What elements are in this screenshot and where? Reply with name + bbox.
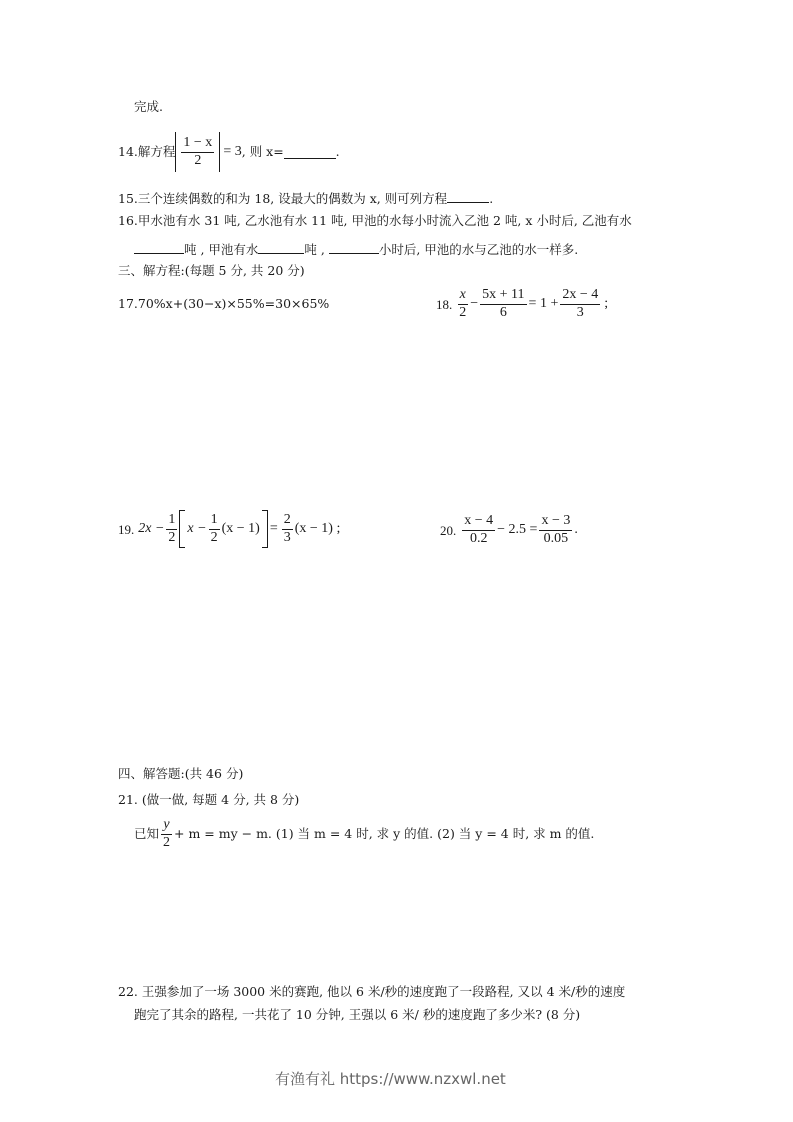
numerator: 1 xyxy=(209,513,220,530)
fraction-1 xyxy=(457,288,468,320)
fraction-two-thirds xyxy=(282,513,293,545)
question-15 xyxy=(118,190,493,206)
equals-one-plus: = 1 + xyxy=(528,296,559,312)
question-22-line-1: 22. 王强参加了一场 3000 米的赛跑, 他以 6 米/秒的速度跑了一段路程, 又以 4 米/秒的速度 xyxy=(118,984,626,999)
fraction-2 xyxy=(480,288,526,320)
denominator: 0.2 xyxy=(469,530,488,546)
numerator: 1 − x xyxy=(181,136,214,153)
period: . xyxy=(335,143,340,159)
q16-part-a: 吨 , 甲池有水 xyxy=(184,242,259,257)
q18-number: 18. xyxy=(436,296,453,312)
q17-number: 17. xyxy=(118,296,138,311)
answer-blank-3[interactable] xyxy=(329,241,379,254)
q21-text: + m = my − m. (1) 当 m = 4 时, 求 y 的值. (2) 当 y = 4 时, 求 m 的值. xyxy=(174,825,595,841)
period: . xyxy=(489,191,494,206)
numerator: 2x − 4 xyxy=(560,288,600,305)
numerator: x − 3 xyxy=(539,514,572,531)
denominator: 6 xyxy=(499,304,507,320)
denominator: 0.05 xyxy=(543,530,569,546)
q16-part-b: 吨 , xyxy=(304,242,325,257)
question-21-header: 21. (做一做, 每题 4 分, 共 8 分) xyxy=(118,792,300,807)
q20-mid: − 2.5 = xyxy=(497,522,538,538)
q19-number: 19. xyxy=(118,521,135,537)
q16-number: 16. xyxy=(118,213,138,228)
fraction-3 xyxy=(560,288,600,320)
denominator: 2 xyxy=(168,529,176,545)
q15-number: 15. xyxy=(118,191,138,206)
equals: = xyxy=(269,521,278,536)
inner-x: x − xyxy=(187,521,207,536)
q20-number: 20. xyxy=(440,522,457,538)
answer-blank-1[interactable] xyxy=(134,241,184,254)
q16-part-c: 小时后, 甲池的水与乙池的水一样多. xyxy=(378,242,579,257)
numerator: 1 xyxy=(166,513,177,530)
question-22-line-2: 跑完了其余的路程, 一共花了 10 分钟, 王强以 6 米/ 秒的速度跑了多少米? (8 分) xyxy=(134,1007,581,1022)
denominator: 3 xyxy=(576,304,584,320)
question-19 xyxy=(118,510,340,548)
denominator: 2 xyxy=(210,529,218,545)
numerator: 5x + 11 xyxy=(480,288,526,305)
q17-equation: 70%x+(30−x)×55%=30×65% xyxy=(137,296,330,311)
denominator: 2 xyxy=(459,304,467,320)
denominator: 3 xyxy=(283,529,291,545)
absolute-value xyxy=(175,132,220,172)
q14-number: 14. xyxy=(118,143,138,159)
q19-lead: 2x − xyxy=(138,521,165,536)
section-4-heading: 四、解答题:(共 46 分) xyxy=(118,766,244,781)
numerator: y xyxy=(163,817,170,832)
q14-text: 解方程 xyxy=(137,143,176,159)
q16-text: 甲水池有水 31 吨, 乙水池有水 11 吨, 甲池的水每小时流入乙池 2 吨, x 小时后, 乙池有水 xyxy=(137,213,632,228)
footer-watermark: 有渔有礼 https://www.nzxwl.net xyxy=(275,1070,506,1088)
numerator: x xyxy=(458,288,468,305)
question-18 xyxy=(436,288,608,320)
answer-blank[interactable] xyxy=(447,190,489,203)
section-3-heading: 三、解方程:(每题 5 分, 共 20 分) xyxy=(118,263,305,278)
q21-lead: 已知 xyxy=(134,825,160,841)
answer-blank-2[interactable] xyxy=(258,241,304,254)
question-16-line-2 xyxy=(134,241,578,257)
q15-text: 三个连续偶数的和为 18, 设最大的偶数为 x, 则可列方程 xyxy=(137,191,448,206)
fraction-2 xyxy=(539,514,572,546)
answer-blank[interactable] xyxy=(284,146,336,159)
question-17 xyxy=(118,298,329,311)
minus: − xyxy=(470,296,479,312)
continuation-text: 完成. xyxy=(134,99,163,114)
numerator: x − 4 xyxy=(462,514,495,531)
fraction-half-inner xyxy=(209,513,220,545)
denominator: 2 xyxy=(163,834,171,850)
question-14 xyxy=(118,132,340,172)
rhs: = 3 xyxy=(223,144,242,159)
period: . xyxy=(574,522,578,538)
question-20 xyxy=(440,514,578,546)
denominator: 2 xyxy=(194,152,202,168)
square-bracket xyxy=(179,510,267,548)
numerator: 2 xyxy=(282,513,293,530)
semicolon: ; xyxy=(604,296,609,312)
fraction xyxy=(181,136,214,168)
fraction-half xyxy=(166,513,177,545)
fraction-1 xyxy=(462,514,495,546)
q14-after: , 则 x= xyxy=(241,143,284,159)
question-16-line-1 xyxy=(118,215,632,228)
question-21-body xyxy=(134,818,594,850)
q19-tail: (x − 1) ; xyxy=(294,521,341,536)
fraction-y-over-2 xyxy=(161,818,172,850)
inner-paren: (x − 1) xyxy=(221,521,260,536)
